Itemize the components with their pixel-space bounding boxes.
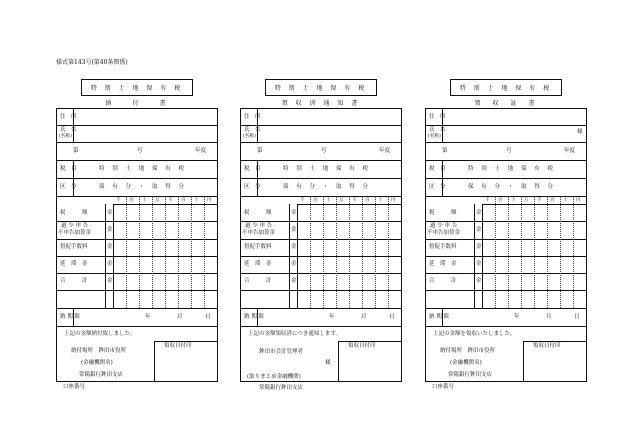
row-divider bbox=[57, 178, 217, 179]
kin-column-divider bbox=[474, 204, 475, 308]
tax-type-label: 特 別 土 地 保 有 税 bbox=[81, 79, 193, 96]
bank-name: 常陽銀行鉾田支店 bbox=[79, 372, 124, 378]
row-divider bbox=[57, 142, 217, 143]
row-divider bbox=[241, 256, 401, 257]
digit-divider bbox=[349, 196, 350, 308]
late-fee-label: 延 滞 金 bbox=[60, 261, 88, 267]
digit-unit-label: 千 bbox=[537, 198, 542, 203]
kin-label: 金 bbox=[476, 244, 482, 250]
amount-column-divider bbox=[482, 204, 483, 308]
month-label: 月 bbox=[177, 314, 183, 320]
kin-label: 金 bbox=[476, 278, 482, 284]
row-divider bbox=[57, 290, 217, 291]
bank-group-label: (取りまとめ金融機関) bbox=[247, 374, 301, 380]
digit-divider bbox=[388, 196, 389, 308]
kin-label: 金 bbox=[476, 227, 482, 233]
nendo-label: 年度 bbox=[564, 148, 576, 154]
form-number-heading: 様式第143号(第40条関係) bbox=[56, 59, 128, 66]
kubun-value: 保 有 分 ・ 取 得 分 bbox=[468, 184, 556, 190]
treasurer-label: 鉾田市会計管理者 bbox=[259, 349, 304, 355]
receipt-stamp-label: 領収日付印 bbox=[164, 343, 192, 349]
row-divider bbox=[57, 256, 217, 257]
bank-label: (金融機関名) bbox=[450, 360, 482, 366]
dai-label: 第 bbox=[442, 148, 448, 154]
name-sub-label: (名称) bbox=[243, 134, 256, 139]
digit-unit-label: 千 bbox=[485, 198, 490, 203]
kubun-value: 保 有 分 ・ 取 得 分 bbox=[283, 184, 371, 190]
payment-place: 納付場所 鉾田市役所 bbox=[71, 348, 127, 354]
digit-unit-label: 十 bbox=[563, 198, 568, 203]
account-number-label: 口座番号 bbox=[432, 384, 455, 390]
row-divider bbox=[241, 273, 401, 274]
sama-label: 様 bbox=[325, 360, 331, 366]
form-frame bbox=[56, 108, 218, 390]
row-divider bbox=[426, 160, 586, 161]
digit-divider bbox=[547, 196, 548, 308]
name-label: 氏 名 bbox=[60, 127, 77, 133]
name-label: 氏 名 bbox=[429, 127, 446, 133]
row-divider bbox=[241, 308, 401, 309]
digit-unit-label: 十 bbox=[378, 198, 383, 203]
digit-unit-label: 十 bbox=[194, 198, 199, 203]
row-divider bbox=[426, 326, 586, 327]
row-divider bbox=[57, 308, 217, 309]
kin-label: 金 bbox=[107, 244, 113, 250]
address-label: 住 所 bbox=[60, 114, 77, 120]
form-frame bbox=[425, 108, 587, 390]
tax-amount-label: 税 額 bbox=[429, 210, 457, 216]
row-divider bbox=[426, 142, 586, 143]
address-label: 住 所 bbox=[429, 114, 446, 120]
zeimoku-label: 税 目 bbox=[60, 166, 77, 172]
form-frame bbox=[240, 108, 402, 391]
row-divider bbox=[426, 256, 586, 257]
row-divider bbox=[57, 221, 217, 222]
day-label: 日 bbox=[574, 314, 580, 320]
digit-divider bbox=[152, 196, 153, 308]
form-title: 納 付 書 bbox=[105, 100, 169, 107]
row-divider bbox=[426, 273, 586, 274]
digit-unit-label: 千 bbox=[352, 198, 357, 203]
digit-unit-label: 千 bbox=[116, 198, 121, 203]
digit-unit-label: 十 bbox=[142, 198, 147, 203]
nendo-label: 年度 bbox=[195, 148, 207, 154]
name-sub-label: (名称) bbox=[59, 134, 72, 139]
day-label: 日 bbox=[389, 314, 395, 320]
row-divider bbox=[241, 239, 401, 240]
digit-unit-label: 百 bbox=[313, 198, 318, 203]
kin-label: 金 bbox=[107, 278, 113, 284]
kasho-sub-label: 不申告加算金 bbox=[242, 230, 276, 236]
total-label: 合 計 bbox=[244, 278, 272, 284]
row-divider bbox=[241, 125, 401, 126]
digit-divider bbox=[375, 196, 376, 308]
row-divider bbox=[426, 125, 586, 126]
year-label: 年 bbox=[329, 314, 335, 320]
go-label: 号 bbox=[137, 148, 143, 154]
year-label: 年 bbox=[514, 314, 520, 320]
tax-type-box bbox=[56, 75, 218, 96]
row-divider bbox=[241, 160, 401, 161]
digit-divider bbox=[336, 196, 337, 308]
dai-label: 第 bbox=[73, 148, 79, 154]
month-label: 月 bbox=[361, 314, 367, 320]
digit-divider bbox=[573, 196, 574, 308]
amount-column-divider bbox=[113, 204, 114, 308]
digit-divider bbox=[165, 196, 166, 308]
row-divider bbox=[241, 326, 401, 327]
kin-label: 金 bbox=[291, 210, 297, 216]
row-divider bbox=[426, 196, 586, 197]
row-divider bbox=[57, 160, 217, 161]
form-panel bbox=[240, 75, 402, 391]
kin-label: 金 bbox=[476, 261, 482, 267]
receipt-stamp-label: 領収日付印 bbox=[533, 343, 561, 349]
amount-column-divider bbox=[297, 204, 298, 308]
row-divider bbox=[426, 290, 586, 291]
tax-type-label: 特 別 土 地 保 有 税 bbox=[265, 79, 377, 96]
digit-divider bbox=[323, 196, 324, 308]
digit-divider bbox=[204, 196, 205, 308]
digit-unit-label: 百 bbox=[365, 198, 370, 203]
digit-unit-label: 円 bbox=[391, 198, 396, 203]
zeimoku-value: 特 別 土 地 保 有 税 bbox=[468, 166, 556, 172]
kubun-label: 区 分 bbox=[429, 184, 446, 190]
fee-label: 督促手数料 bbox=[429, 244, 457, 250]
row-divider bbox=[426, 178, 586, 179]
receipt-box-divider bbox=[338, 341, 339, 381]
receipt-box-top bbox=[338, 341, 401, 342]
kubun-label: 区 分 bbox=[244, 184, 261, 190]
fee-label: 督促手数料 bbox=[244, 244, 272, 250]
month-label: 月 bbox=[546, 314, 552, 320]
zeimoku-label: 税 目 bbox=[244, 166, 261, 172]
kin-column-divider bbox=[105, 204, 106, 308]
go-label: 号 bbox=[321, 148, 327, 154]
kin-label: 金 bbox=[291, 278, 297, 284]
digit-divider bbox=[495, 196, 496, 308]
receipt-box-divider bbox=[523, 341, 524, 381]
kin-label: 金 bbox=[107, 261, 113, 267]
digit-divider bbox=[534, 196, 535, 308]
digit-unit-label: 百 bbox=[129, 198, 134, 203]
tax-type-box bbox=[240, 75, 402, 96]
row-divider bbox=[241, 290, 401, 291]
digit-divider bbox=[560, 196, 561, 308]
account-number-label: 口座番号 bbox=[63, 384, 86, 390]
row-divider bbox=[57, 196, 217, 197]
digit-divider bbox=[139, 196, 140, 308]
tax-type-box bbox=[425, 75, 587, 96]
row-divider bbox=[241, 178, 401, 179]
row-divider bbox=[57, 125, 217, 126]
kubun-value: 保 有 分 ・ 取 得 分 bbox=[99, 184, 187, 190]
kin-label: 金 bbox=[291, 261, 297, 267]
receipt-box-top bbox=[523, 341, 586, 342]
digit-divider bbox=[178, 196, 179, 308]
due-date-label: 納 期 限 bbox=[244, 314, 264, 320]
kasho-sub-label: 不申告加算金 bbox=[58, 230, 92, 236]
sama-label: 様 bbox=[577, 129, 583, 135]
due-date-label: 納 期 限 bbox=[429, 314, 449, 320]
digit-divider bbox=[362, 196, 363, 308]
kasho-label: 過 少 申 告 bbox=[430, 223, 458, 229]
digit-unit-label: 百 bbox=[550, 198, 555, 203]
kasho-label: 過 少 申 告 bbox=[61, 223, 89, 229]
digit-unit-label: 万 bbox=[339, 198, 344, 203]
digit-unit-label: 千 bbox=[300, 198, 305, 203]
total-label: 合 計 bbox=[429, 278, 457, 284]
zeimoku-value: 特 別 土 地 保 有 税 bbox=[283, 166, 371, 172]
kasho-sub-label: 不申告加算金 bbox=[427, 230, 461, 236]
day-label: 日 bbox=[205, 314, 211, 320]
tax-amount-label: 税 額 bbox=[244, 210, 272, 216]
kin-label: 金 bbox=[291, 227, 297, 233]
dai-label: 第 bbox=[257, 148, 263, 154]
receipt-box-divider bbox=[154, 341, 155, 381]
digit-unit-label: 円 bbox=[207, 198, 212, 203]
receipt-stamp-label: 領収日付印 bbox=[348, 343, 376, 349]
row-divider bbox=[241, 142, 401, 143]
digit-divider bbox=[310, 196, 311, 308]
row-divider bbox=[241, 221, 401, 222]
address-label: 住 所 bbox=[244, 114, 261, 120]
row-divider bbox=[57, 326, 217, 327]
kasho-label: 過 少 申 告 bbox=[245, 223, 273, 229]
receipt-box-top bbox=[154, 341, 217, 342]
digit-divider bbox=[508, 196, 509, 308]
bank-name: 常陽銀行鉾田支店 bbox=[448, 372, 493, 378]
due-date-label: 納 期 限 bbox=[60, 314, 80, 320]
form-title: 領 収 証 書 bbox=[474, 100, 538, 107]
closing-statement: 上記の金額納付致しました。 bbox=[64, 331, 136, 337]
digit-divider bbox=[126, 196, 127, 308]
kin-label: 金 bbox=[107, 227, 113, 233]
kin-label: 金 bbox=[291, 244, 297, 250]
kin-column-divider bbox=[289, 204, 290, 308]
row-divider bbox=[57, 273, 217, 274]
go-label: 号 bbox=[506, 148, 512, 154]
row-divider bbox=[426, 239, 586, 240]
digit-unit-label: 百 bbox=[498, 198, 503, 203]
kin-label: 金 bbox=[107, 210, 113, 216]
form-title: 領 収 済 通 知 書 bbox=[281, 100, 361, 107]
total-label: 合 計 bbox=[60, 278, 88, 284]
digit-unit-label: 万 bbox=[155, 198, 160, 203]
digit-unit-label: 万 bbox=[524, 198, 529, 203]
year-label: 年 bbox=[145, 314, 151, 320]
digit-unit-label: 十 bbox=[326, 198, 331, 203]
kin-label: 金 bbox=[476, 210, 482, 216]
row-divider bbox=[426, 308, 586, 309]
name-label: 氏 名 bbox=[244, 127, 261, 133]
kubun-label: 区 分 bbox=[60, 184, 77, 190]
tax-type-label: 特 別 土 地 保 有 税 bbox=[450, 79, 562, 96]
digit-divider bbox=[191, 196, 192, 308]
payment-place: 納付場所 鉾田市役所 bbox=[440, 348, 496, 354]
late-fee-label: 延 滞 金 bbox=[244, 261, 272, 267]
late-fee-label: 延 滞 金 bbox=[429, 261, 457, 267]
zeimoku-value: 特 別 土 地 保 有 税 bbox=[99, 166, 187, 172]
digit-divider bbox=[521, 196, 522, 308]
nendo-label: 年度 bbox=[379, 148, 391, 154]
row-divider bbox=[241, 196, 401, 197]
fee-label: 督促手数料 bbox=[60, 244, 88, 250]
digit-unit-label: 十 bbox=[511, 198, 516, 203]
digit-unit-label: 千 bbox=[168, 198, 173, 203]
form-panel bbox=[425, 75, 587, 390]
digit-unit-label: 百 bbox=[181, 198, 186, 203]
closing-statement: 上記の金額領収済につき通知します。 bbox=[248, 331, 341, 337]
zeimoku-label: 税 目 bbox=[429, 166, 446, 172]
name-sub-label: (名称) bbox=[428, 134, 441, 139]
bank-label: (金融機関名) bbox=[81, 360, 113, 366]
row-divider bbox=[57, 239, 217, 240]
tax-amount-label: 税 額 bbox=[60, 210, 88, 216]
closing-statement: 上記の金額を領収いたしました。 bbox=[433, 331, 516, 337]
form-panel bbox=[56, 75, 218, 390]
row-divider bbox=[426, 221, 586, 222]
bank-name: 常陽銀行鉾田支店 bbox=[259, 385, 304, 391]
digit-unit-label: 円 bbox=[576, 198, 581, 203]
